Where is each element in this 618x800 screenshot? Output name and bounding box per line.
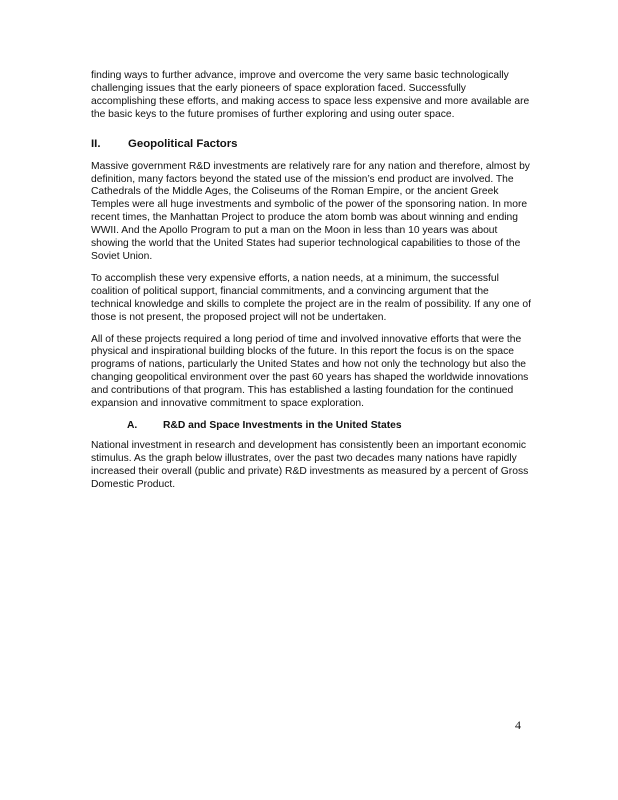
subsection-title: R&D and Space Investments in the United States xyxy=(163,419,402,431)
section-paragraph-2: To accomplish these very expensive efforts, a nation needs, at a minimum, the successful coalition of political support, financial commitments, and a convincing argument that the technical knowledge and skills to complete the project are in the realm of possibility. If any one of those is not present, the proposed project will not be undertaken. xyxy=(91,272,531,323)
section-paragraph-1: Massive government R&D investments are relatively rare for any nation and therefore, almost by definition, many factors beyond the stated use of the mission’s end product are involved. The Cathedrals of the Middle Ages, the Coliseums of the Roman Empire, or the ancient Greek Temples were all huge investments and symbolic of the power of the sponsoring nation. In more recent times, the Manhattan Project to produce the atom bomb was about winning and ending WWII. And the Apollo Program to put a man on the Moon in less than 10 years was about showing the world that the United States had superior technological capabilities to those of the Soviet Union. xyxy=(91,160,530,262)
subsection-heading xyxy=(91,420,531,431)
page-number: 4 xyxy=(515,718,521,732)
section-number: II. xyxy=(91,137,101,150)
subsection-paragraph: National investment in research and development has consistently been an important economic stimulus. As the graph below illustrates, over the past two decades many nations have rapidly increased their overall (public and private) R&D investments as measured by a percent of Gross Domestic Product. xyxy=(91,439,529,490)
intro-paragraph: finding ways to further advance, improve and overcome the very same basic technologically challenging issues that the early pioneers of space exploration faced. Successfully accomplishing these efforts, and making access to space less expensive and more available are the basic keys to the future promises of further exploring and using outer space. xyxy=(91,70,530,120)
subsection-letter: A. xyxy=(127,419,138,431)
document-body xyxy=(91,70,531,492)
section-heading xyxy=(91,138,531,150)
section-paragraph-3: All of these projects required a long period of time and involved innovative efforts that were the physical and inspirational building blocks of the future. In this report the focus is on the space programs of nations, particularly the United States and how not only the technology but also the changing geopolitical environment over the past 60 years has shaped the worldwide innovations and contributions of that program. This has established a lasting foundation for the continued expansion and innovative commitment to space exploration. xyxy=(91,333,529,410)
section-title: Geopolitical Factors xyxy=(128,137,238,150)
